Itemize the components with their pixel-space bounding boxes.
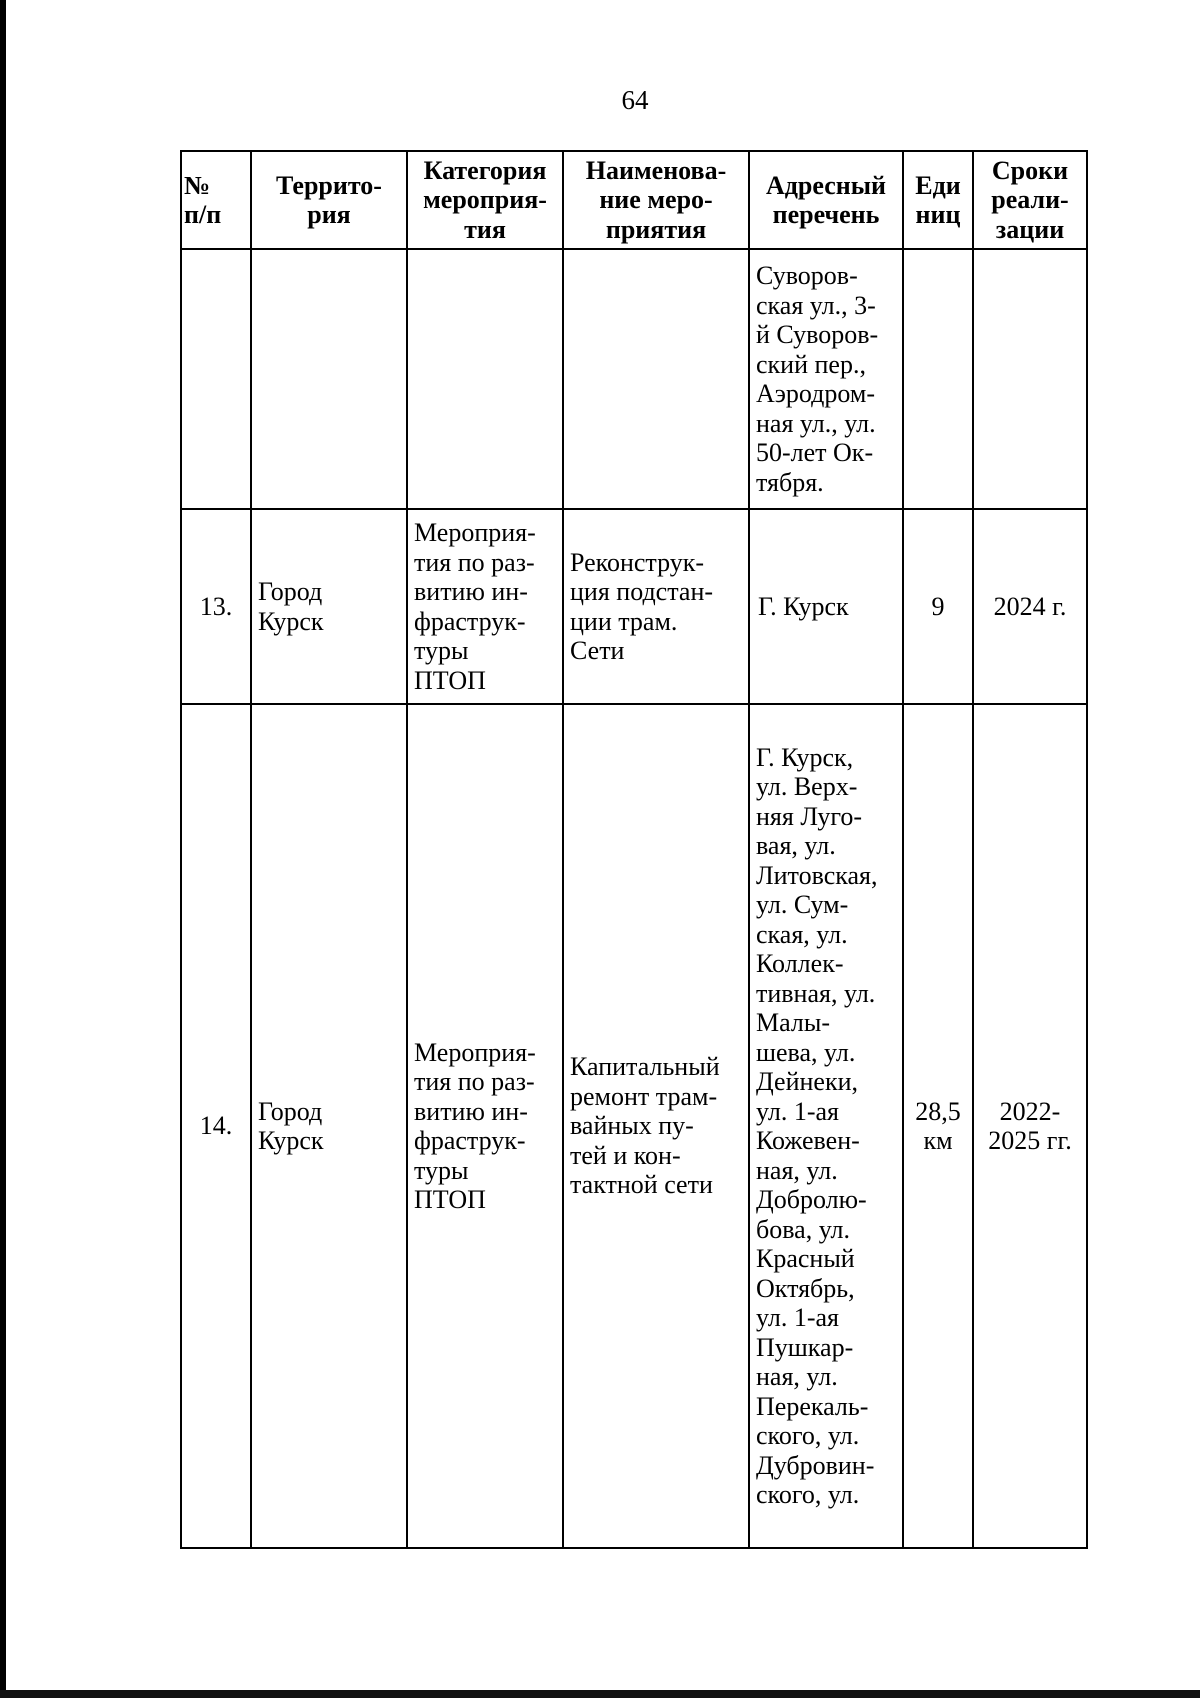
table-header-row <box>181 151 1087 249</box>
cell-terms <box>973 249 1087 509</box>
header-units: Еди ниц <box>903 151 973 249</box>
header-category: Категория мероприя- тия <box>407 151 563 249</box>
cell-name: Капитальный ремонт трам- вайных пу- тей и кон- тактной сети <box>563 704 749 1548</box>
table-row-13 <box>181 509 1087 704</box>
cell-category <box>407 249 563 509</box>
cell-address: Г. Курск, ул. Верх- няя Луго- вая, ул. Литовская, ул. Сум- ская, ул. Коллек- тивная, ул. Малы- шева, ул. Дейнеки, ул. 1-ая Кожевен- ная, ул. Добролю- бова, ул. Красный Октябрь, ул. 1-ая Пушкар- ная, ул. Перекаль- ского, ул. Дубровин- ского, ул. <box>749 704 903 1548</box>
header-terms: Сроки реали- зации <box>973 151 1087 249</box>
cell-units <box>903 249 973 509</box>
cell-name <box>563 249 749 509</box>
cell-name: Реконструк- ция подстан- ции трам. Сети <box>563 509 749 704</box>
cell-address: Г. Курск <box>749 509 903 704</box>
table-row-continuation <box>181 249 1087 509</box>
cell-territory: Город Курск <box>251 704 407 1548</box>
header-name: Наименова- ние меро- приятия <box>563 151 749 249</box>
measures-table <box>180 150 1088 1549</box>
cell-units: 9 <box>903 509 973 704</box>
cell-num: 13. <box>181 509 251 704</box>
cell-num: 14. <box>181 704 251 1548</box>
scan-left-border <box>0 0 6 1698</box>
header-num: № п/п <box>181 151 251 249</box>
cell-units: 28,5 км <box>903 704 973 1548</box>
cell-terms: 2024 г. <box>973 509 1087 704</box>
cell-territory <box>251 249 407 509</box>
page-number: 64 <box>621 85 649 115</box>
cell-territory: Город Курск <box>251 509 407 704</box>
cell-category: Мероприя- тия по раз- витию ин- фраструк- туры ПТОП <box>407 704 563 1548</box>
cell-category: Мероприя- тия по раз- витию ин- фраструк- туры ПТОП <box>407 509 563 704</box>
header-address: Адресный перечень <box>749 151 903 249</box>
cell-num <box>181 249 251 509</box>
table-row-14 <box>181 704 1087 1548</box>
header-territory: Террито- рия <box>251 151 407 249</box>
cell-address: Суворов- ская ул., 3- й Суворов- ский пер., Аэродром- ная ул., ул. 50-лет Ок- тября. <box>749 249 903 509</box>
cell-terms: 2022- 2025 гг. <box>973 704 1087 1548</box>
scan-bottom-border <box>0 1690 1200 1698</box>
